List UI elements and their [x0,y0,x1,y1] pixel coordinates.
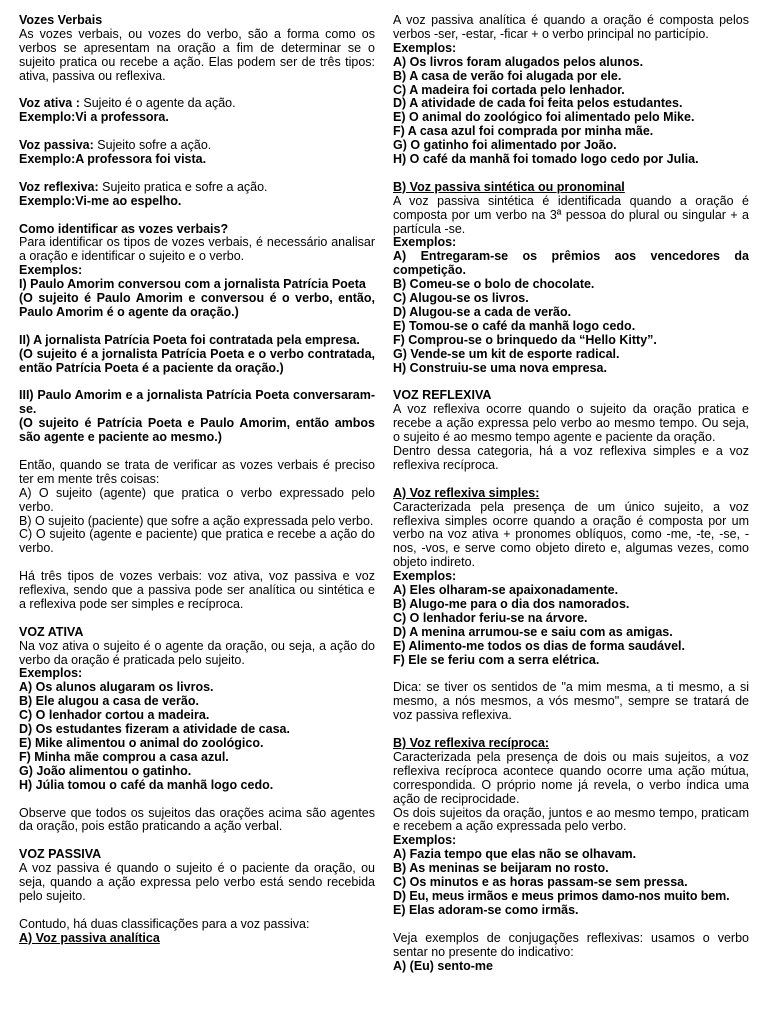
list-item: E) Mike alimentou o animal do zoológico. [19,735,264,750]
list-item: G) João alimentou o gatinho. [19,763,192,778]
como-identificar-text: Para identificar os tipos de vozes verbais, é necessário analisar a oração e identificar o sujeito e o verbo. [19,235,375,264]
analitica-heading: A) Voz passiva analítica [19,930,160,945]
list-item: F) A casa azul foi comprada por minha mãe. [393,124,654,139]
voz-passiva-heading: VOZ PASSIVA [19,847,102,862]
voz-passiva-definition [19,139,375,153]
list-item: C) Os minutos e as horas passam-se sem pressa. [393,875,688,890]
item-b: B) O sujeito (paciente) que sofre a ação expressada pelo verbo. [19,513,374,528]
list-item: A) Os alunos alugaram os livros. [19,680,214,695]
list-item: A) Entregaram-se os prêmios aos vencedores da competição. [393,249,749,278]
sintetica-exemplos-label: Exemplos: [393,235,457,250]
tres-tipos-paragraph: Há três tipos de vozes verbais: voz ativa, voz passiva e voz reflexiva, sendo que a passiva pode ser analítica ou sintética e a reflexiva pode ser simples e recíproca. [19,569,375,611]
list-item: A) Eles olharam-se apaixonadamente. [393,583,619,598]
list-item: C) O lenhador feriu-se na árvore. [393,610,588,625]
list-item: C) O lenhador cortou a madeira. [19,708,210,723]
reciproca-text: Caracterizada pela presença de dois ou mais sujeitos, a voz reflexiva recíproca acontece quando ocorre uma ação mútua, correspondida. O próprio nome já revela, o verbo indica uma ação de reciprocidade. [393,749,749,806]
voz-passiva-def: Sujeito sofre a ação. [93,138,212,153]
list-item: E) Elas adoram-se como irmãs. [393,902,579,917]
example-3: III) Paulo Amorim e a jornalista Patrícia Poeta conversaram-se. [19,388,375,417]
example-2-explanation: (O sujeito é a jornalista Patrícia Poeta e o verbo contratada, então Patrícia Poeta é a paciente da oração.) [19,346,375,375]
voz-ativa-definition [19,97,375,111]
list-item: H) Construiu-se uma nova empresa. [393,360,607,375]
list-item: D) A menina arrumou-se e saiu com as amigas. [393,624,673,639]
veja-paragraph: Veja exemplos de conjugações reflexivas: usamos o verbo sentar no presente do indicativo: [393,930,749,959]
voz-reflexiva-definition [19,181,375,195]
list-item: E) O animal do zoológico foi alimentado pelo Mike. [393,110,695,125]
list-item: F) Ele se feriu com a serra elétrica. [393,652,600,667]
voz-passiva-example: Exemplo:A professora foi vista. [19,152,207,167]
list-item: B) A casa de verão foi alugada por ele. [393,68,622,83]
como-identificar-heading: Como identificar as vozes verbais? [19,221,229,236]
voz-reflexiva-example: Exemplo:Vi-me ao espelho. [19,193,182,208]
reciproca-text-2: Os dois sujeitos da oração, juntos e ao mesmo tempo, praticam e recebem a ação expressada pelo verbo. [393,805,749,834]
analitica-text: A voz passiva analítica é quando a oração é composta pelos verbos -ser, -estar, -ficar + o verbo principal no particípio. [393,13,749,41]
document-title: Vozes Verbais [19,13,103,27]
example-2: II) A jornalista Patrícia Poeta foi contratada pela empresa. [19,332,360,347]
list-item: C) A madeira foi cortada pelo lenhador. [393,82,625,97]
observe-paragraph: Observe que todos os sujeitos das orações acima são agentes da oração, pois estão praticando a ação verbal. [19,805,375,834]
simples-exemplos-label: Exemplos: [393,569,457,584]
list-item: D) A atividade de cada foi feita pelos estudantes. [393,96,683,111]
item-c: C) O sujeito (agente e paciente) que pratica e recebe a ação do verbo. [19,527,375,556]
list-item: D) Os estudantes fizeram a atividade de casa. [19,722,290,737]
example-3-explanation: (O sujeito é Patrícia Poeta e Paulo Amorim, então ambos são agente e paciente ao mesmo.) [19,416,375,445]
voz-reflexiva-def: Sujeito pratica e sofre a ação. [98,179,268,194]
reciproca-heading: B) Voz reflexiva recíproca: [393,736,550,751]
list-item: H) Júlia tomou o café da manhã logo cedo. [19,777,274,792]
simples-heading: A) Voz reflexiva simples: [393,485,540,500]
voz-ativa-text: Na voz ativa o sujeito é o agente da oração, ou seja, a ação do verbo da oração é praticada pelo sujeito. [19,638,375,667]
list-item: A) Fazia tempo que elas não se olhavam. [393,847,637,862]
exemplos-label: Exemplos: [19,263,83,278]
list-item: B) Comeu-se o bolo de chocolate. [393,277,595,292]
list-item: E) Alimento-me todos os dias de forma saudável. [393,638,685,653]
example-1-explanation: (O sujeito é Paulo Amorim e conversou é o verbo, então, Paulo Amorim é o agente da oração.) [19,291,375,319]
voz-ativa-exemplos-label: Exemplos: [19,666,83,681]
list-item: B) Ele alugou a casa de verão. [19,694,199,709]
sintetica-heading: B) Voz passiva sintética ou pronominal [393,179,625,194]
left-column [19,14,375,946]
list-item: F) Comprou-se o brinquedo da “Hello Kitty”. [393,332,657,347]
voz-reflexiva-text: A voz reflexiva ocorre quando o sujeito da oração pratica e recebe a ação expressa pelo verbo ao mesmo tempo. Ou seja, o sujeito é ao mesmo tempo agente e paciente da oração. [393,402,749,445]
voz-passiva-text: A voz passiva é quando o sujeito é o paciente da oração, ou seja, quando a ação expressa pelo verbo está sendo recebida pelo sujeito. [19,861,375,903]
intro-paragraph: As vozes verbais, ou vozes do verbo, são a forma como os verbos se apresentam na oração a fim de determinar se o sujeito pratica ou recebe a ação. Elas podem ser de três tipos: ativa, passiva ou reflexiva. [19,26,375,83]
voz-ativa-heading: VOZ ATIVA [19,624,84,639]
item-a: A) O sujeito (agente) que pratica o verbo expressado pelo verbo. [19,485,375,514]
list-item: B) As meninas se beijaram no rosto. [393,861,609,876]
list-item: G) Vende-se um kit de esporte radical. [393,346,620,361]
list-item: D) Eu, meus irmãos e meus primos damo-nos muito bem. [393,889,730,904]
reciproca-exemplos-label: Exemplos: [393,833,457,848]
list-item: A) Os livros foram alugados pelos alunos. [393,54,644,69]
voz-reflexiva-text-2: Dentro dessa categoria, há a voz reflexiva simples e a voz reflexiva recíproca. [393,444,749,472]
entao-paragraph: Então, quando se trata de verificar as vozes verbais é preciso ter em mente três coisas: [19,457,375,486]
list-item: E) Tomou-se o café da manhã logo cedo. [393,318,636,333]
voz-ativa-def: Sujeito é o agente da ação. [79,96,236,111]
contudo-paragraph: Contudo, há duas classificações para a voz passiva: [19,916,310,931]
dica-paragraph: Dica: se tiver os sentidos de "a mim mesma, a ti mesmo, a si mesmo, a nós mesmos, a vós mesmo", sempre se tratará de voz passiva reflexiva. [393,680,749,723]
list-item: C) Alugou-se os livros. [393,291,529,306]
voz-ativa-label: Voz ativa : [19,96,80,111]
voz-ativa-example: Exemplo:Vi a professora. [19,110,169,125]
analitica-exemplos-label: Exemplos: [393,40,457,55]
list-item: F) Minha mãe comprou a casa azul. [19,749,229,764]
voz-passiva-label: Voz passiva: [19,138,94,153]
list-item: H) O café da manhã foi tomado logo cedo por Julia. [393,152,699,167]
conjugation-item: A) (Eu) sento-me [393,958,493,973]
voz-reflexiva-heading: VOZ REFLEXIVA [393,388,492,403]
voz-reflexiva-label: Voz reflexiva: [19,179,99,194]
sintetica-text: A voz passiva sintética é identificada quando a oração é composta por um verbo na 3ª pessoa do plural ou singular + a partícula -se. [393,193,749,236]
simples-text: Caracterizada pela presença de um único sujeito, a voz reflexiva simples ocorre quando a oração é composta por um verbo na voz ativa + pronomes oblíquos, como -me, -te, -se, -nos, -vos, e serve como objeto direto e, algumas vezes, como objeto indireto. [393,499,749,570]
list-item: B) Alugo-me para o dia dos namorados. [393,597,630,612]
right-column [393,14,749,973]
example-1: I) Paulo Amorim conversou com a jornalista Patrícia Poeta [19,277,366,292]
list-item: D) Alugou-se a cada de verão. [393,305,572,320]
list-item: G) O gatinho foi alimentado por João. [393,138,617,153]
